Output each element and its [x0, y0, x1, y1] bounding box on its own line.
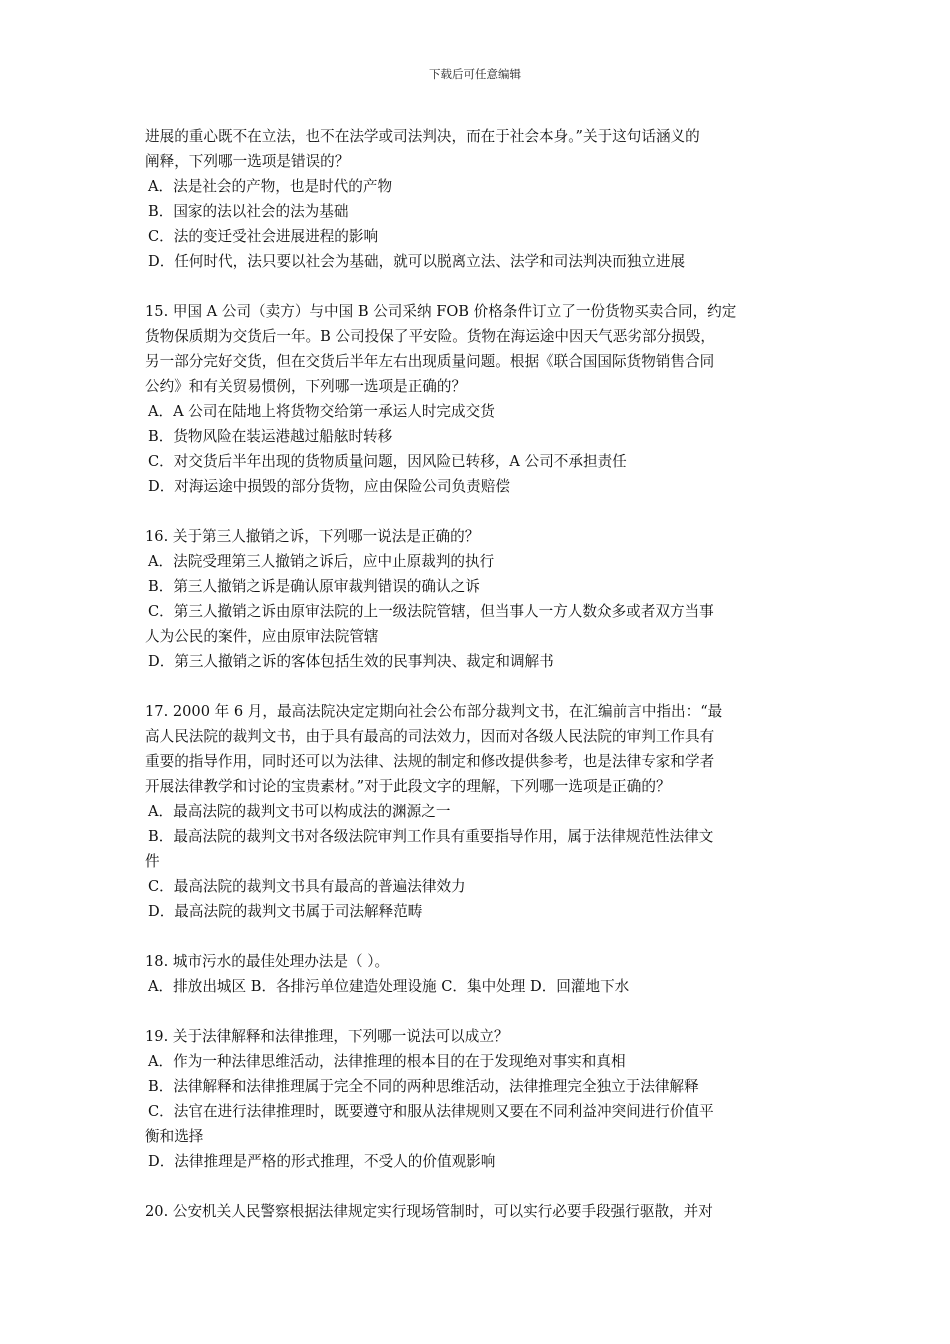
- answer-option: D．第三人撤销之诉的客体包括生效的民事判决、裁定和调解书: [148, 653, 554, 670]
- answer-option: A．A 公司在陆地上将货物交给第一承运人时完成交货: [148, 403, 495, 420]
- question-intro-continued: [145, 124, 810, 274]
- question-block: [145, 524, 810, 674]
- question-text-line: 重要的指导作用，同时还可以为法律、法规的制定和修改提供参考，也是法律专家和学者: [145, 753, 715, 770]
- spacer: [145, 1174, 810, 1199]
- spacer: [145, 674, 810, 699]
- question-block: [145, 1199, 810, 1224]
- answer-option: 人为公民的案件，应由原审法院管辖: [145, 628, 379, 645]
- answer-option: A．作为一种法律思维活动，法律推理的根本目的在于发现绝对事实和真相: [148, 1053, 626, 1070]
- answer-option: B．法律解释和法律推理属于完全不同的两种思维活动，法律推理完全独立于法律解释: [148, 1078, 699, 1095]
- answer-option: 件: [145, 853, 160, 870]
- answer-option: A．最高法院的裁判文书可以构成法的渊源之一: [148, 803, 451, 820]
- answer-option: D．最高法院的裁判文书属于司法解释范畴: [148, 903, 423, 920]
- answer-option: B．第三人撤销之诉是确认原审裁判错误的确认之诉: [148, 578, 480, 595]
- answer-option: C．对交货后半年出现的货物质量问题，因风险已转移，A 公司不承担责任: [148, 453, 627, 470]
- question-block: [145, 949, 810, 999]
- document-body: [145, 124, 810, 1224]
- question-text-line: 货物保质期为交货后一年。B 公司投保了平安险。货物在海运途中因天气恶劣部分损毁，: [145, 328, 715, 345]
- question-block: [145, 699, 810, 924]
- spacer: [145, 274, 810, 299]
- question-text-line: 高人民法院的裁判文书，由于具有最高的司法效力，因而对各级人民法院的审判工作具有: [145, 728, 715, 745]
- spacer: [145, 924, 810, 949]
- answer-option: D．对海运途中损毁的部分货物，应由保险公司负责赔偿: [148, 478, 510, 495]
- spacer: [145, 499, 810, 524]
- answer-option: B．国家的法以社会的法为基础: [148, 203, 349, 220]
- answer-option: C．第三人撤销之诉由原审法院的上一级法院管辖，但当事人一方人数众多或者双方当事: [148, 603, 714, 620]
- question-text-line: 20. 公安机关人民警察根据法律规定实行现场管制时，可以实行必要手段强行驱散，并对: [145, 1203, 713, 1220]
- spacer: [145, 999, 810, 1024]
- page-header: 下载后可任意编辑: [429, 67, 521, 81]
- answer-option: C．法官在进行法律推理时，既要遵守和服从法律规则又要在不同利益冲突间进行价值平: [148, 1103, 714, 1120]
- question-text-line: 阐释，下列哪一选项是错误的？: [145, 153, 350, 170]
- question-text-line: 公约》和有关贸易惯例，下列哪一选项是正确的？: [145, 378, 467, 395]
- answer-option: A．法是社会的产物，也是时代的产物: [148, 178, 393, 195]
- question-text-line: 15. 甲国 A 公司（卖方）与中国 B 公司采纳 FOB 价格条件订立了一份货物买卖合同，约定: [145, 303, 737, 320]
- answer-option: B．最高法院的裁判文书对各级法院审判工作具有重要指导作用，属于法律规范性法律文: [148, 828, 714, 845]
- answer-option: B．货物风险在装运港越过船舷时转移: [148, 428, 393, 445]
- answer-option: D．法律推理是严格的形式推理，不受人的价值观影响: [148, 1153, 496, 1170]
- answer-option: A．排放出城区 B．各排污单位建造处理设施 C．集中处理 D．回灌地下水: [148, 978, 630, 995]
- question-text-line: 另一部分完好交货，但在交货后半年左右出现质量问题。根据《联合国国际货物销售合同: [145, 353, 715, 370]
- question-text-line: 进展的重心既不在立法，也不在法学或司法判决，而在于社会本身。”关于这句话涵义的: [145, 128, 700, 145]
- question-block: [145, 299, 810, 499]
- question-text-line: 16. 关于第三人撤销之诉，下列哪一说法是正确的？: [145, 528, 480, 545]
- question-text-line: 17. 2000 年 6 月，最高法院决定定期向社会公布部分裁判文书，在汇编前言中指出：“最: [145, 703, 723, 720]
- answer-option: A．法院受理第三人撤销之诉后，应中止原裁判的执行: [148, 553, 495, 570]
- answer-option: C．最高法院的裁判文书具有最高的普遍法律效力: [148, 878, 466, 895]
- question-text-line: 开展法律教学和讨论的宝贵素材。”对于此段文字的理解，下列哪一选项是正确的？: [145, 778, 671, 795]
- answer-option: C．法的变迁受社会进展进程的影响: [148, 228, 379, 245]
- answer-option: 衡和选择: [145, 1128, 204, 1145]
- question-block: [145, 1024, 810, 1174]
- answer-option: D．任何时代，法只要以社会为基础，就可以脱离立法、法学和司法判决而独立进展: [148, 253, 686, 270]
- question-text-line: 18. 城市污水的最佳处理办法是（ ）。: [145, 953, 390, 970]
- question-text-line: 19. 关于法律解释和法律推理，下列哪一说法可以成立？: [145, 1028, 509, 1045]
